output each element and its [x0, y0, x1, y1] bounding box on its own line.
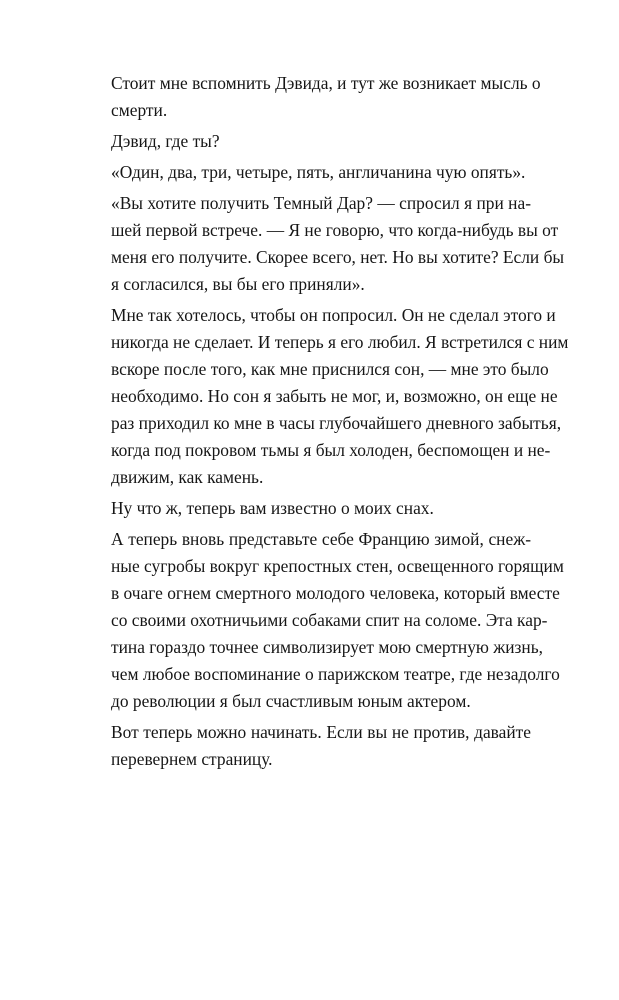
- text-line: смерти.: [111, 100, 168, 120]
- text-line: шей первой встрече. — Я не говорю, что когда-нибудь вы от: [111, 220, 559, 240]
- paragraph-8: [89, 719, 531, 773]
- text-line: Стоит мне вспомнить Дэвида, и тут же возникает мысль о: [111, 73, 541, 93]
- text-line: необходимо. Но сон я забыть не мог, и, возможно, он еще не: [111, 386, 558, 406]
- paragraph-3: [89, 159, 531, 186]
- text-line: «Вы хотите получить Темный Дар? — спросил я при на-: [111, 193, 531, 213]
- text-line: перевернем страницу.: [111, 749, 273, 769]
- text-line: «Один, два, три, четыре, пять, англичанина чую опять».: [111, 162, 526, 182]
- text-line: никогда не сделает. И теперь я его любил. Я встретился с ним: [111, 332, 569, 352]
- paragraph-5: [89, 302, 569, 491]
- text-line: тина гораздо точнее символизирует мою смертную жизнь,: [111, 637, 544, 657]
- text-line: со своими охотничьими собаками спит на соломе. Эта кар-: [111, 610, 548, 630]
- paragraph-7: [89, 526, 564, 715]
- text-line: движим, как камень.: [111, 467, 264, 487]
- paragraph-4: [89, 190, 565, 298]
- text-line: Дэвид, где ты?: [111, 131, 220, 151]
- text-line: раз приходил ко мне в часы глубочайшего дневного забытья,: [111, 413, 562, 433]
- text-body: [89, 70, 569, 777]
- text-line: когда под покровом тьмы я был холоден, беспомощен и не-: [111, 440, 551, 460]
- paragraph-2: [89, 128, 531, 155]
- text-line: я согласился, вы бы его приняли».: [111, 274, 365, 294]
- text-line: Мне так хотелось, чтобы он попросил. Он не сделал этого и: [111, 305, 556, 325]
- paragraph-1: [89, 70, 541, 124]
- text-line: чем любое воспоминание о парижском театре, где незадолго: [111, 664, 560, 684]
- text-line: вскоре после того, как мне приснился сон, — мне это было: [111, 359, 549, 379]
- text-line: меня его получите. Скорее всего, нет. Но вы хотите? Если бы: [111, 247, 565, 267]
- text-line: в очаге огнем смертного молодого человека, который вместе: [111, 583, 560, 603]
- paragraph-6: [89, 495, 531, 522]
- text-line: Ну что ж, теперь вам известно о моих снах.: [111, 498, 434, 518]
- text-line: А теперь вновь представьте себе Францию зимой, снеж-: [111, 529, 531, 549]
- text-line: Вот теперь можно начинать. Если вы не против, давайте: [111, 722, 531, 742]
- text-line: ные сугробы вокруг крепостных стен, освещенного горящим: [111, 556, 564, 576]
- text-line: до революции я был счастливым юным актером.: [111, 691, 471, 711]
